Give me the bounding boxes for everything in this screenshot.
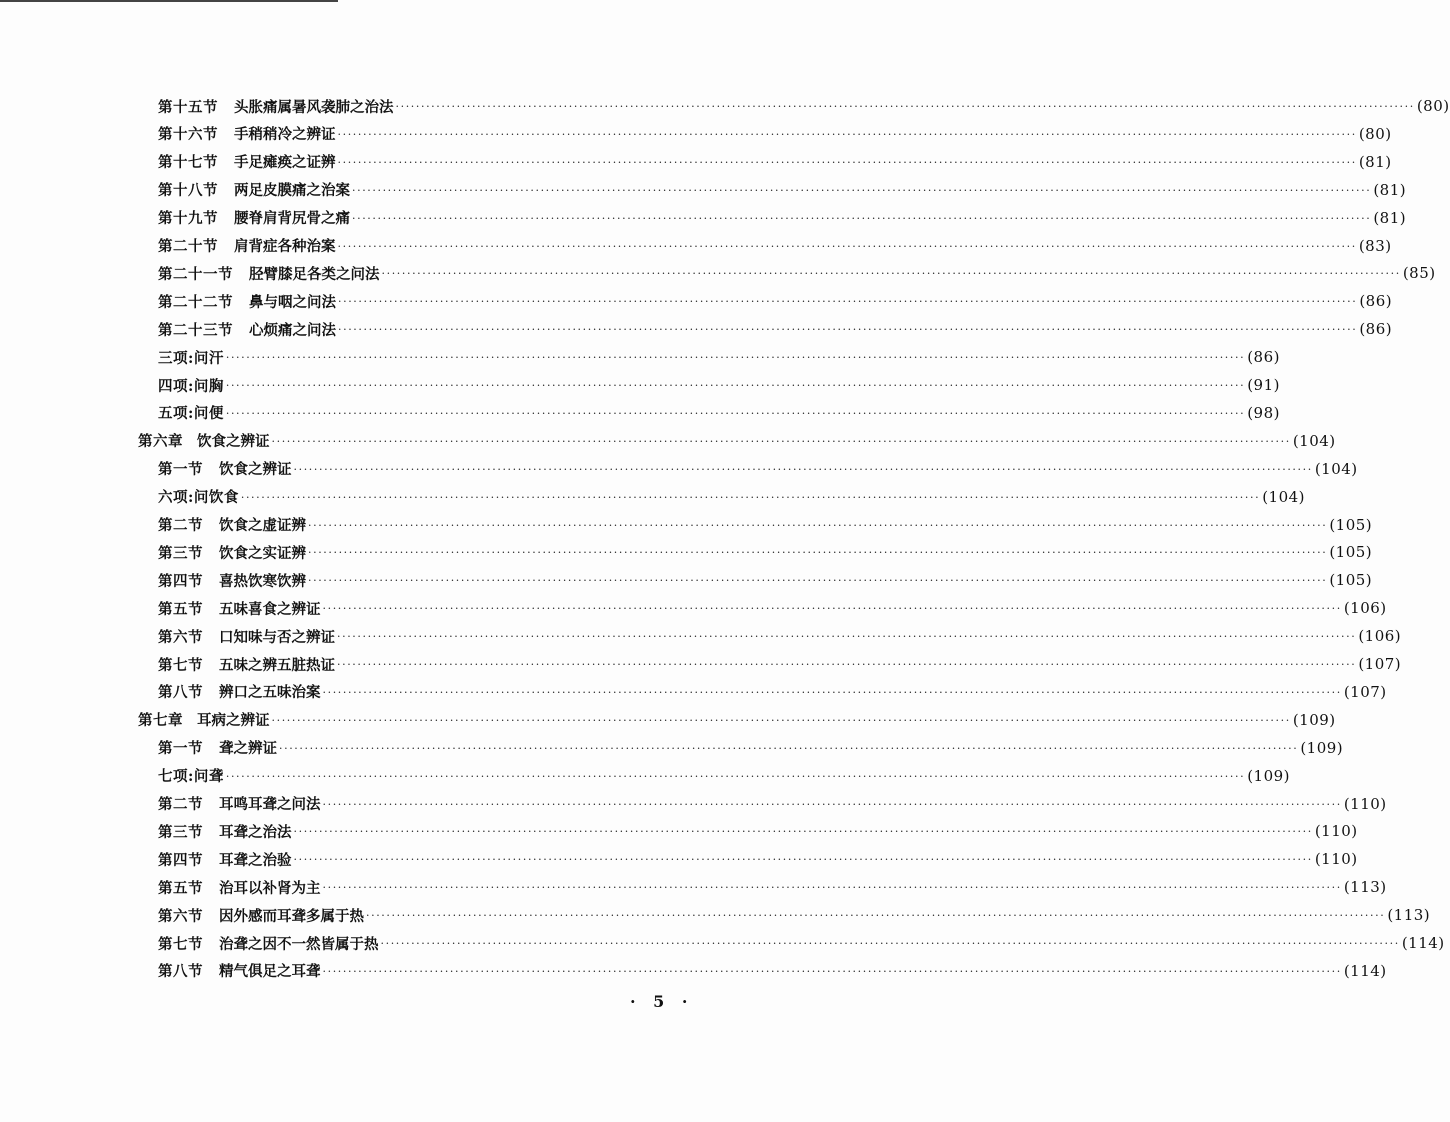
toc-page-number: (113) [1343,878,1387,897]
toc-page-number: (113) [1387,906,1431,925]
toc-dot-leader: ········································································································································································································ [271,434,1291,448]
toc-page-number: (86) [1247,348,1280,367]
toc-item-row [158,373,1280,397]
toc-entry-title: 治聋之因不一然皆属于热 [219,935,379,953]
toc-section-row [158,206,1407,230]
toc-dot-leader: ········································································································································································································ [240,490,1261,504]
toc-entry-number: 第七节 [158,935,203,953]
toc-page-number: (83) [1358,236,1392,255]
toc-page-number: (105) [1329,571,1373,590]
toc-entry-number: 第十五节 [158,98,218,116]
toc-page-number: (114) [1343,961,1387,980]
toc-page-number: (109) [1292,710,1336,729]
toc-entry-number: 第四节 [158,851,203,869]
toc-dot-leader: ········································································································································································································ [322,881,1342,895]
toc-section-row [158,596,1387,620]
toc-dot-leader: ········································································································································································································ [279,741,1299,755]
toc-entry-title: 五味之辨五脏热证 [219,656,335,674]
toc-dot-leader: ········································································································································································································ [395,100,1415,113]
toc-section-row [158,122,1392,146]
toc-section-row [158,150,1392,174]
toc-entry-number: 第五节 [158,879,203,897]
toc-dot-leader: ········································································································································································································ [337,630,1357,644]
toc-entry-number: 第二节 [158,796,203,813]
toc-page-number: (81) [1373,208,1407,227]
toc-section-row [158,457,1358,481]
toc-item-row [158,485,1306,509]
toc-page-number: (110) [1343,794,1387,813]
toc-entry-number: 第二十二节 [158,293,233,311]
toc-entry-title: 头胀痛属暑风袭肺之治法 [234,98,394,116]
toc-entry-number: 第二十一节 [158,265,233,283]
toc-entry-number: 第六节 [158,628,203,646]
toc-entry-title: 因外感而耳聋多属于热 [219,907,364,925]
toc-dot-leader: ········································································································································································································ [381,267,1401,281]
toc-page-number: (104) [1262,487,1306,506]
toc-page-number: (105) [1329,543,1373,562]
toc-page-number: (80) [1416,97,1450,115]
toc-item-row [158,764,1291,788]
toc-entry-title: 聋之辨证 [219,740,277,758]
toc-dot-leader: ········································································································································································································ [322,964,1342,978]
toc-page-number: (107) [1358,655,1402,673]
toc-dot-leader: ········································································································································································································ [337,155,1357,169]
toc-dot-leader: ········································································································································································································ [366,909,1386,923]
toc-entry-number: 第一节 [158,740,203,758]
toc-dot-leader: ········································································································································································································ [338,323,1358,337]
toc-section-row [158,875,1387,899]
toc-entry-title: 肩背症各种治案 [234,238,336,255]
toc-dot-leader: ········································································································································································································ [271,713,1291,727]
toc-section-row [158,261,1436,285]
toc-section-row [158,903,1431,927]
toc-dot-leader: ········································································································································································································ [293,825,1313,839]
toc-entry-number: 第六章 [138,433,183,451]
toc-entry-number: 第三节 [158,544,203,562]
toc-section-row [158,94,1450,118]
toc-section-row [158,931,1445,955]
toc-page-number: (85) [1402,264,1436,283]
toc-page-number: (110) [1314,822,1358,841]
toc-page-number: (114) [1401,934,1445,952]
toc-dot-leader: ········································································································································································································ [308,546,1328,560]
toc-dot-leader: ········································································································································································································ [225,351,1246,365]
toc-dot-leader: ········································································································································································································ [338,295,1358,309]
toc-page-number: (109) [1247,766,1291,785]
toc-dot-leader: ········································································································································································································ [322,685,1342,699]
toc-dot-leader: ········································································································································································································ [352,183,1372,197]
toc-dot-leader: ········································································································································································································ [225,379,1246,392]
toc-page-number: (91) [1247,376,1280,394]
toc-dot-leader: ········································································································································································································ [293,853,1313,867]
toc-item-row [158,345,1280,369]
toc-section-row [158,792,1387,816]
toc-dot-leader: ········································································································································································································ [308,518,1328,532]
toc-entry-number: 第二十三节 [158,321,233,339]
toc-page-number: (110) [1314,850,1358,869]
toc-dot-leader: ········································································································································································································ [293,462,1313,476]
toc-entry-title: 手稍稍冷之辨证 [234,126,336,144]
toc-dot-leader: ········································································································································································································ [225,769,1246,783]
toc-dot-leader: ········································································································································································································ [380,937,1400,950]
toc-entry-number: 第十九节 [158,210,218,228]
toc-entry-number: 第八节 [158,684,203,702]
toc-entry-title: 辨口之五味治案 [219,684,321,702]
toc-entry-title: 胫臂膝足各类之问法 [249,265,380,283]
toc-page-number: (104) [1292,431,1336,450]
toc-section-row [158,819,1358,843]
toc-entry-title: 耳聋之治法 [219,823,292,841]
toc-section-row [158,652,1402,676]
toc-entry-title: 两足皮膜痛之治案 [234,182,350,200]
toc-dot-leader: ········································································································································································································ [352,211,1372,225]
toc-entry-number: 第二十节 [158,238,218,255]
toc-entry-number: 第十七节 [158,154,218,172]
toc-dot-leader: ········································································································································································································ [337,239,1357,253]
toc-entry-title: 治耳以补肾为主 [219,879,321,897]
toc-entry-title: 手足瘫痪之证辨 [234,154,336,172]
toc-entry-number: 七项:问聋 [158,768,224,786]
toc-entry-title: 口知味与否之辨证 [219,628,335,646]
toc-entry-number: 四项:问胸 [158,377,224,395]
toc-section-row [158,624,1402,648]
toc-entry-title: 饮食之辨证 [219,461,292,479]
toc-entry-number: 第八节 [158,963,203,981]
toc-section-row [158,234,1392,258]
toc-entry-number: 第七章 [138,712,183,730]
toc-entry-number: 五项:问便 [158,405,224,423]
toc-entry-number: 第七节 [158,656,203,674]
toc-entry-title: 耳聋之治验 [219,851,292,869]
toc-dot-leader: ········································································································································································································ [337,658,1357,671]
toc-page-number: (105) [1329,515,1373,534]
toc-entry-title: 五味喜食之辨证 [219,600,321,618]
toc-item-row [158,401,1280,425]
toc-section-row [158,959,1387,983]
toc-dot-leader: ········································································································································································································ [337,127,1357,141]
toc-entry-number: 三项:问汗 [158,349,224,367]
toc-entry-number: 第五节 [158,600,203,618]
toc-section-row [158,513,1373,537]
toc-entry-number: 第十六节 [158,126,218,144]
toc-entry-title: 喜热饮寒饮辨 [219,572,306,590]
toc-section-row [158,317,1393,341]
toc-chapter-row [138,708,1336,732]
toc-page-number: (80) [1358,124,1392,143]
toc-entry-title: 饮食之实证辨 [219,544,306,562]
toc-dot-leader: ········································································································································································································ [225,406,1246,420]
toc-entry-title: 鼻与咽之问法 [249,293,336,311]
toc-entry-number: 第六节 [158,907,203,925]
toc-entry-title: 饮食之辨证 [197,433,270,451]
toc-page-number: (86) [1359,292,1393,311]
toc-entry-number: 第二节 [158,517,203,534]
toc-entry-number: 第十八节 [158,182,218,200]
toc-chapter-row [138,429,1336,453]
toc-section-row [158,847,1358,871]
page-number: · 5 · [630,992,694,1011]
toc-dot-leader: ········································································································································································································ [322,797,1342,811]
toc-page-number: (98) [1247,403,1280,422]
toc-section-row [158,568,1373,592]
toc-dot-leader: ········································································································································································································ [308,574,1328,588]
toc-page-number: (107) [1343,682,1387,701]
toc-entry-title: 精气俱足之耳聋 [219,963,321,981]
toc-section-row [158,680,1387,704]
toc-entry-title: 腰脊肩背尻骨之痛 [234,210,350,228]
toc-section-row [158,540,1373,564]
toc-page-number: (104) [1314,459,1358,478]
toc-section-row [158,178,1407,202]
toc-page-number: (106) [1358,627,1402,646]
toc-page-number: (81) [1358,152,1392,171]
toc-entry-title: 饮食之虚证辨 [219,517,306,534]
toc-dot-leader: ········································································································································································································ [322,602,1342,616]
toc-page-number: (86) [1359,320,1393,339]
toc-entry-title: 耳鸣耳聋之问法 [219,796,321,813]
toc-section-row [158,289,1393,313]
toc-entry-number: 六项:问饮食 [158,489,239,507]
toc-entry-number: 第四节 [158,572,203,590]
toc-page-number: (106) [1343,599,1387,618]
toc-page-number: (109) [1300,738,1344,757]
toc-entry-number: 第一节 [158,461,203,479]
toc-entry-number: 第三节 [158,823,203,841]
toc-page-number: (81) [1373,180,1407,199]
toc-entry-title: 心烦痛之问法 [249,321,336,339]
toc-section-row [158,736,1344,760]
toc-entry-title: 耳病之辨证 [197,712,270,730]
